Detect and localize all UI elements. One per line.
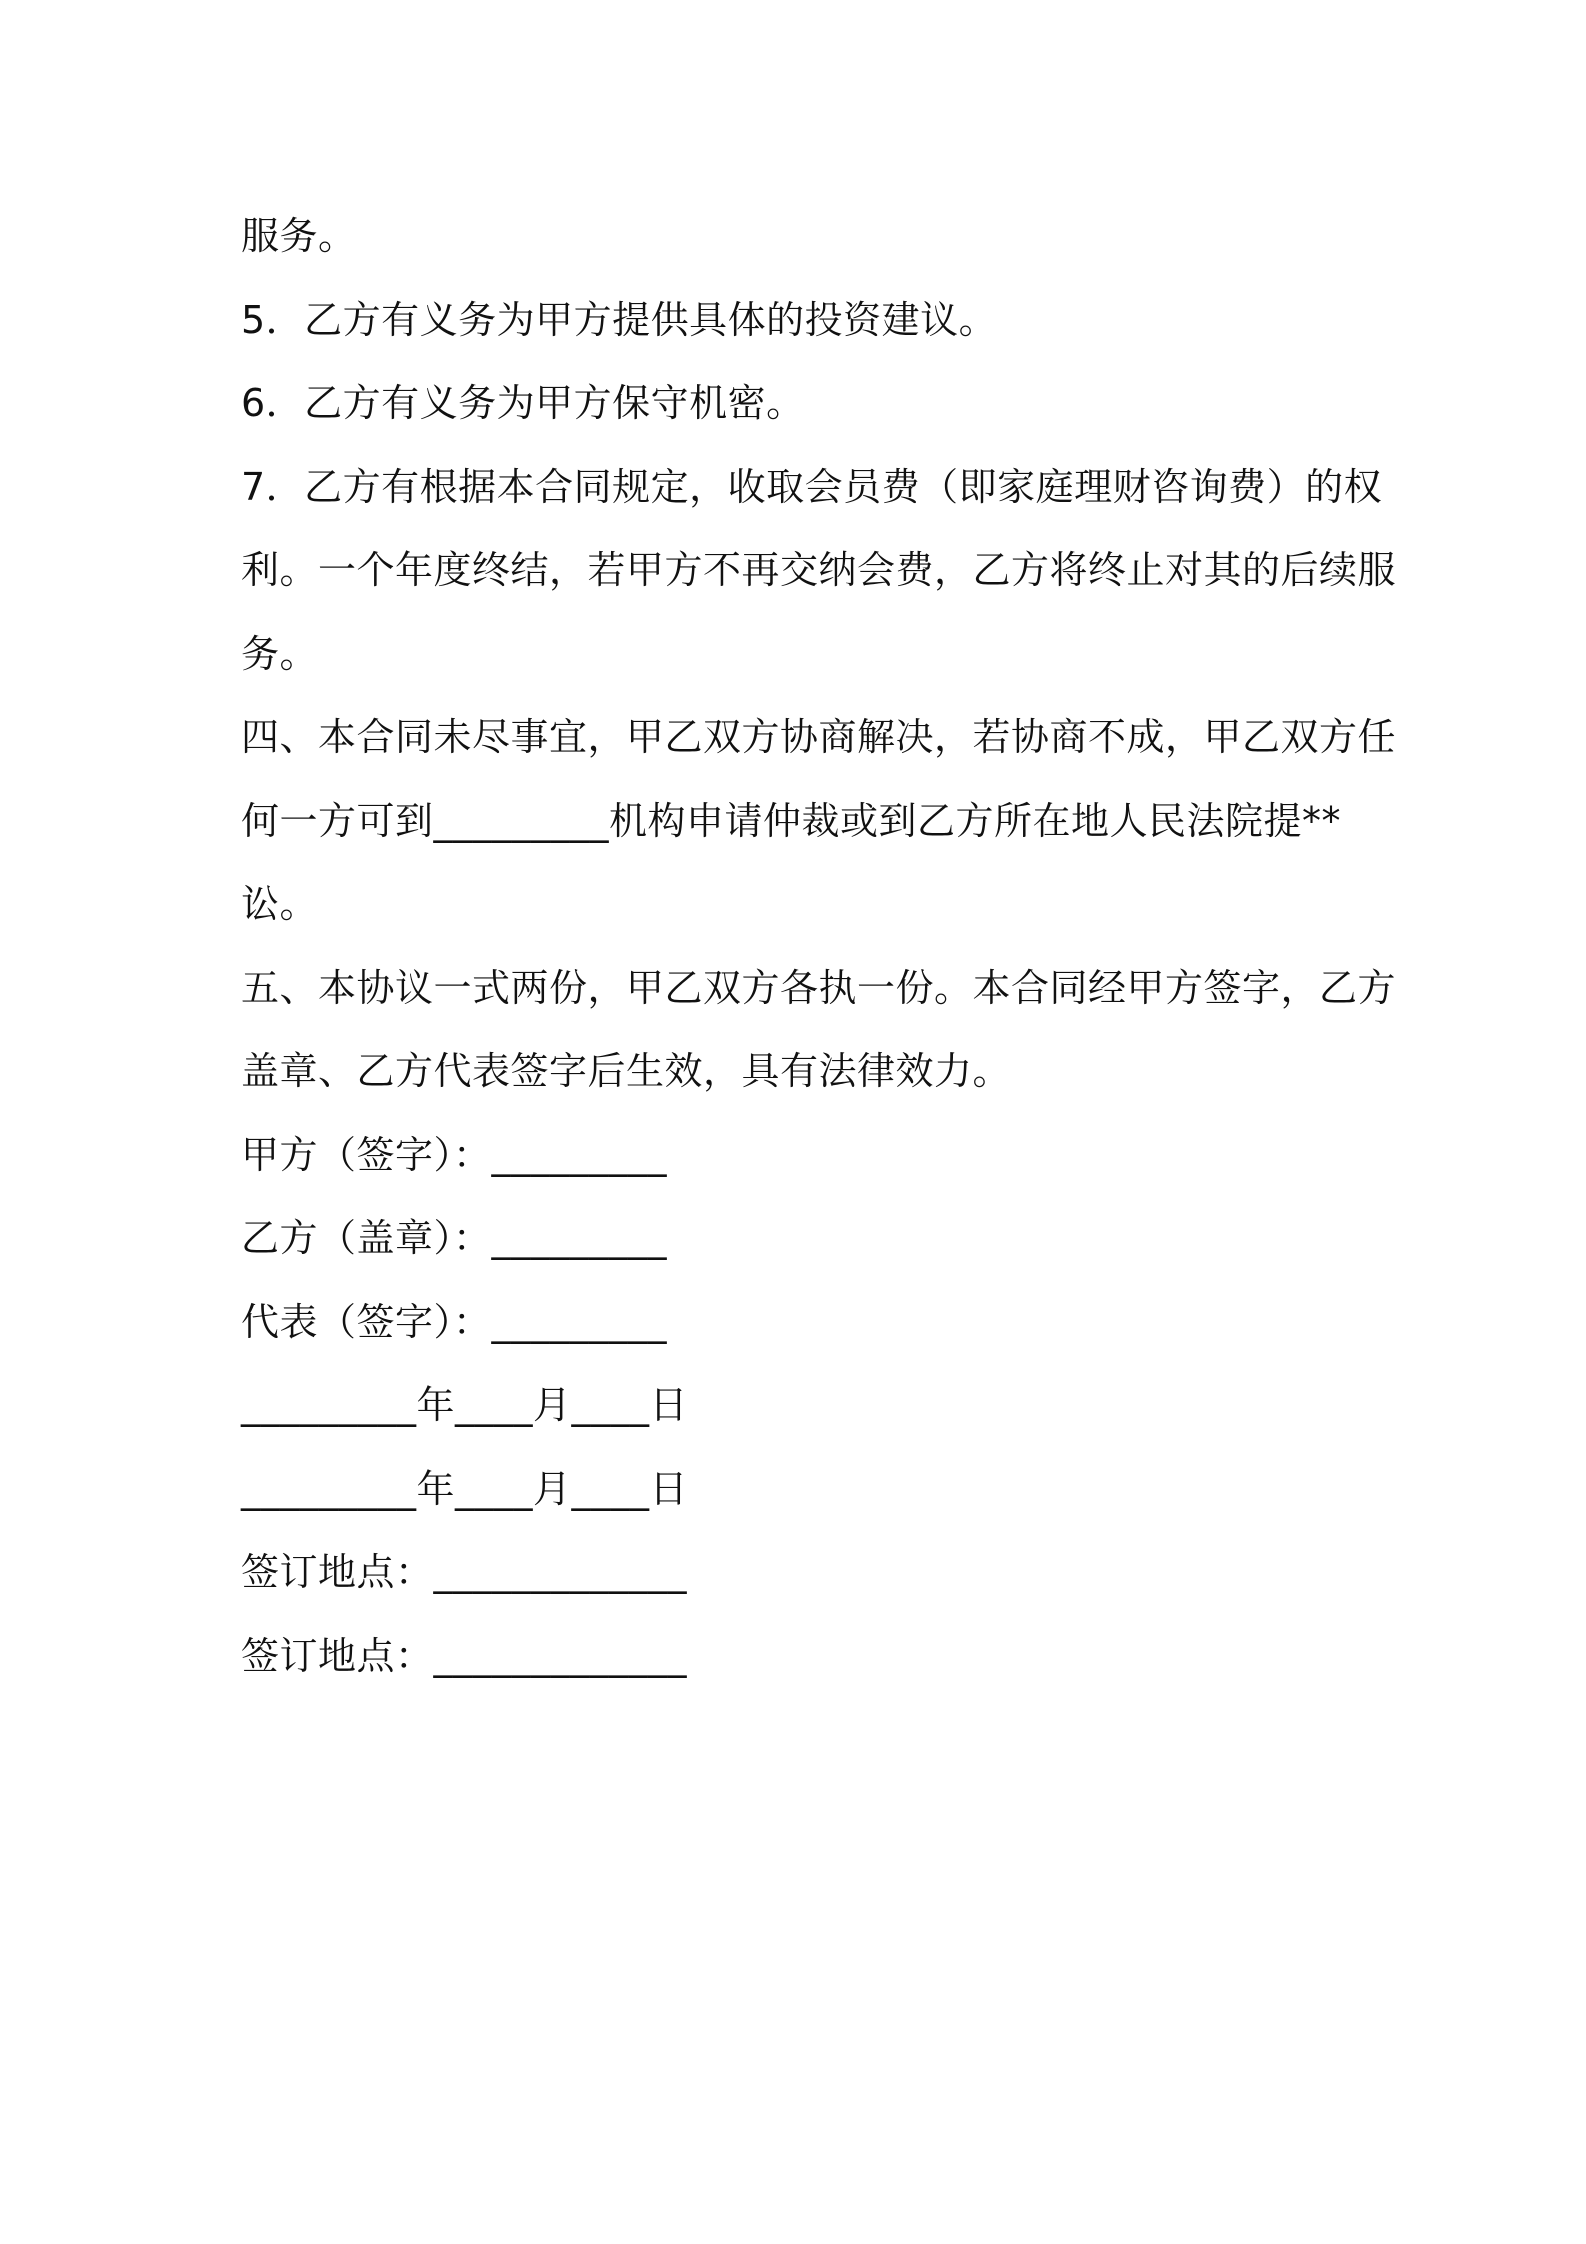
date-line-2: _________年____月____日: [241, 1466, 689, 1511]
signing-place-2: 签订地点：_____________: [241, 1633, 688, 1678]
section-5-line-2: 盖章、乙方代表签字后生效，具有法律效力。: [241, 1049, 1012, 1093]
signing-place-1: 签订地点：_____________: [241, 1550, 688, 1594]
clause-7-line-1: 7．乙方有根据本合同规定，收取会员费（即家庭理财咨询费）的权: [241, 464, 1383, 509]
clause-7-line-2: 利。一个年度终结，若甲方不再交纳会费，乙方将终止对其的后续服: [241, 548, 1397, 592]
date-line-1: _________年____月____日: [241, 1383, 689, 1427]
document-body: [241, 195, 1397, 1698]
section-5-line-1: 五、本协议一式两份，甲乙双方各执一份。本合同经甲方签字，乙方: [241, 965, 1397, 1010]
text-line: 服务。: [241, 214, 357, 258]
section-4-line-2: 何一方可到_________机构申请仲裁或到乙方所在地人民法院提**: [241, 798, 1342, 843]
clause-6: 6．乙方有义务为甲方保守机密。: [241, 381, 805, 425]
clause-5: 5．乙方有义务为甲方提供具体的投资建议。: [241, 297, 998, 342]
party-a-signature: 甲方（签字）：_________: [241, 1132, 668, 1177]
party-b-seal: 乙方（盖章）：_________: [241, 1216, 668, 1260]
clause-7-line-3: 务。: [241, 631, 319, 676]
section-4-line-3: 讼。: [241, 882, 319, 926]
section-4-line-1: 四、本合同未尽事宜，甲乙双方协商解决，若协商不成，甲乙双方任: [241, 715, 1397, 759]
representative-signature: 代表（签字）：_________: [241, 1299, 668, 1344]
